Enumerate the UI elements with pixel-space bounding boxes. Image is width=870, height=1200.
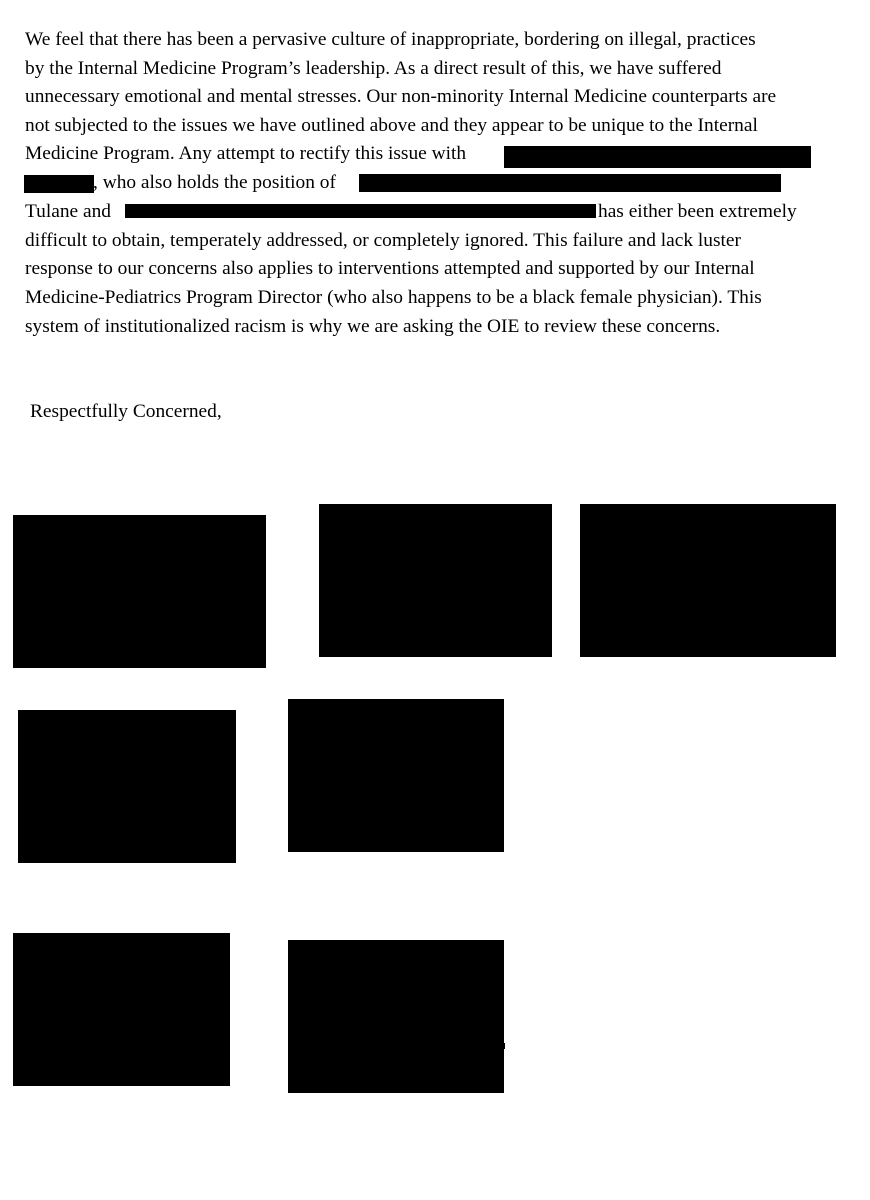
letter-line: , who also holds the position of — [93, 172, 336, 193]
closing-salutation: Respectfully Concerned, — [30, 401, 222, 422]
letter-line: by the Internal Medicine Program’s leadership. As a direct result of this, we have suffered — [25, 58, 722, 79]
letter-line: unnecessary emotional and mental stresses. Our non-minority Internal Medicine counterparts are — [25, 86, 777, 107]
letter-line: difficult to obtain, temperately addressed, or completely ignored. This failure and lack luster — [25, 230, 741, 251]
signature-redaction — [13, 515, 266, 668]
letter-line: Medicine-Pediatrics Program Director (who also happens to be a black female physician). This — [25, 287, 762, 308]
redaction-box — [24, 175, 94, 193]
redaction-box — [504, 146, 811, 168]
signature-redaction — [580, 504, 836, 657]
letter-line: has either been extremely — [598, 201, 797, 222]
letter-line: response to our concerns also applies to interventions attempted and supported by our Internal — [25, 258, 755, 279]
signature-redaction — [288, 940, 504, 1093]
redaction-box — [125, 204, 596, 218]
signature-redaction — [319, 504, 552, 657]
letter-line: Tulane and — [25, 201, 111, 222]
redaction-box — [359, 174, 781, 192]
signature-redaction — [18, 710, 236, 863]
letter-line: system of institutionalized racism is why we are asking the OIE to review these concerns. — [25, 316, 721, 337]
letter-line: Medicine Program. Any attempt to rectify this issue with — [25, 143, 467, 164]
stray-mark — [503, 1043, 505, 1049]
letter-line: not subjected to the issues we have outlined above and they appear to be unique to the Internal — [25, 115, 758, 136]
signature-redaction — [13, 933, 230, 1086]
signature-redaction — [288, 699, 504, 852]
letter-line: We feel that there has been a pervasive culture of inappropriate, bordering on illegal, practices — [25, 29, 756, 50]
